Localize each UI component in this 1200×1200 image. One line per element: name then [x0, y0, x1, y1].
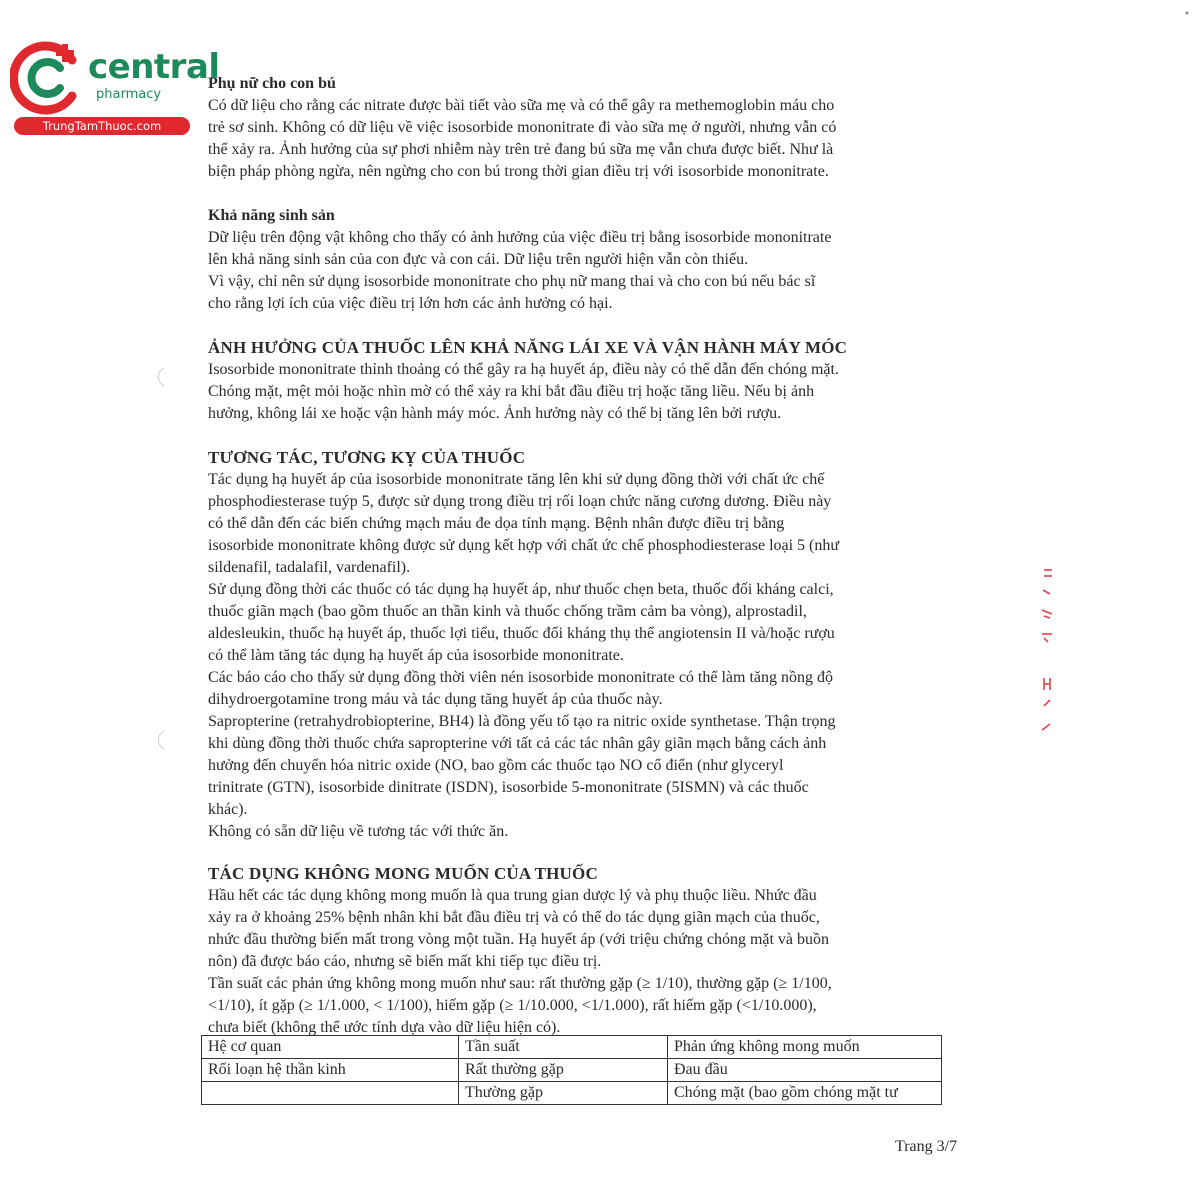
text-line: có thể làm tăng tác dụng hạ huyết áp của isosorbide mononitrate. [208, 647, 624, 664]
table-header-cell: Hệ cơ quan [202, 1036, 459, 1059]
text-line: phosphodiesterase tuýp 5, được sử dụng trong điều trị rối loạn chức năng cương dương. Điều này [208, 493, 832, 510]
table-cell: Đau đầu [668, 1059, 942, 1082]
interactions-heading: TƯƠNG TÁC, TƯƠNG KỴ CỦA THUỐC [208, 448, 526, 467]
text-line: lên khả năng sinh sản của con đực và con cái. Dữ liệu trên người hiện vẫn còn thiếu. [208, 251, 749, 268]
document-body [208, 73, 963, 1039]
driving-heading: ẢNH HƯỞNG CỦA THUỐC LÊN KHẢ NĂNG LÁI XE VÀ VẬN HÀNH MÁY MÓC [208, 338, 848, 357]
text-line: Sapropterine (retrahydrobiopterine, BH4) là đồng yếu tố tạo ra nitric oxide synthetase. Thận trọng [208, 713, 836, 730]
text-line: trinitrate (GTN), isosorbide dinitrate (ISDN), isosorbide 5-mononitrate (5ISMN) và các thuốc [208, 779, 809, 796]
punch-hole-mark [146, 365, 170, 389]
text-line: cho rằng lợi ích của việc điều trị lớn hơn các ảnh hưởng có hại. [208, 295, 613, 312]
text-line: thuốc giãn mạch (bao gồm thuốc an thần kinh và thuốc chống trầm cảm ba vòng), alprostadil, [208, 603, 807, 620]
text-line: aldesleukin, thuốc hạ huyết áp, thuốc lợi tiểu, thuốc đối kháng thụ thể angiotensin II và/hoặc rượu [208, 625, 835, 642]
text-line: Vì vậy, chỉ nên sử dụng isosorbide mononitrate cho phụ nữ mang thai và cho con bú nếu bác sĩ [208, 273, 816, 290]
text-line: Sử dụng đồng thời các thuốc có tác dụng hạ huyết áp, như thuốc chẹn beta, thuốc đối kháng calci, [208, 581, 834, 598]
breastfeeding-heading: Phụ nữ cho con bú [208, 75, 336, 92]
text-line: sildenafil, tadalafil, vardenafil). [208, 559, 411, 576]
adverse-reactions-table [201, 1035, 942, 1105]
logo-subtitle: pharmacy [96, 87, 162, 102]
table-cell: Rối loạn hệ thần kinh [202, 1059, 459, 1082]
text-line: chưa biết (không thể ước tính dựa vào dữ liệu hiện có). [208, 1019, 561, 1036]
text-line: khi dùng đồng thời thuốc chứa sapropterine với tất cả các tác nhân gây giãn mạch bằng cách ảnh [208, 735, 827, 752]
table-header-cell: Phản ứng không mong muốn [668, 1036, 942, 1059]
fertility-heading: Khả năng sinh sản [208, 207, 335, 224]
table-cell [202, 1082, 459, 1105]
logo-name: central [88, 47, 220, 87]
text-line: Tần suất các phản ứng không mong muốn như sau: rất thường gặp (≥ 1/10), thường gặp (≥ 1/100, [208, 975, 832, 992]
scan-dot [1184, 10, 1190, 16]
breastfeeding-text [208, 95, 963, 183]
text-line: Các báo cáo cho thấy sử dụng đồng thời viên nén isosorbide mononitrate có thể làm tăng nồng độ [208, 669, 833, 686]
text-line: khác). [208, 801, 248, 818]
adverse-text [208, 885, 963, 1039]
table-header-row [202, 1036, 942, 1059]
logo-website-bar[interactable]: TrungTamThuoc.com [14, 117, 190, 135]
page-number: Trang 3/7 [895, 1138, 958, 1155]
text-line: xảy ra ở khoảng 25% bệnh nhân khi bắt đầu điều trị và có thể do tác dụng giãn mạch của thuốc, [208, 909, 820, 926]
text-line: nhức đầu thường biến mất trong vòng một tuần. Hạ huyết áp (với triệu chứng chóng mặt và buồn [208, 931, 830, 948]
driving-text [208, 359, 963, 425]
text-line: hưởng đến chuyển hóa nitric oxide (NO, bao gồm các thuốc tạo NO cổ điển (như glyceryl [208, 757, 784, 774]
text-line: Isosorbide mononitrate thỉnh thoảng có thể gây ra hạ huyết áp, điều này có thể dẫn đến chóng mặt. [208, 361, 839, 378]
text-line: <1/10), ít gặp (≥ 1/1.000, < 1/100), hiếm gặp (≥ 1/10.000, <1/1.000), rất hiếm gặp (<1/10.000), [208, 997, 817, 1014]
text-line: hưởng, không lái xe hoặc vận hành máy móc. Ảnh hưởng này có thể bị tăng lên bởi rượu. [208, 405, 782, 422]
text-line: trẻ sơ sinh. Không có dữ liệu về việc isosorbide mononitrate đi vào sữa mẹ ở người, nhưng vẫn có [208, 119, 837, 136]
table-header-cell: Tần suất [459, 1036, 668, 1059]
text-line: Chóng mặt, mệt mỏi hoặc nhìn mờ có thể xảy ra khi bắt đầu điều trị hoặc tăng liều. Nếu bị ảnh [208, 383, 815, 400]
logo-mark-icon [10, 38, 90, 118]
stamp-edge-mark [1038, 568, 1058, 738]
fertility-text [208, 227, 963, 315]
text-line: nôn) đã được báo cáo, nhưng sẽ biến mất khi tiếp tục điều trị. [208, 953, 602, 970]
table-row [202, 1059, 942, 1082]
adverse-heading: TÁC DỤNG KHÔNG MONG MUỐN CỦA THUỐC [208, 864, 598, 883]
text-line: dihydroergotamine trong máu và tác dụng tăng huyết áp của thuốc này. [208, 691, 663, 708]
text-line: Dữ liệu trên động vật không cho thấy có ảnh hưởng của việc điều trị bằng isosorbide mononitrate [208, 229, 832, 246]
text-line: isosorbide mononitrate không được sử dụng kết hợp với chất ức chế phosphodiesterase loại 5 (như [208, 537, 840, 554]
table-row [202, 1082, 942, 1105]
punch-hole-mark [146, 728, 170, 752]
text-line: Có dữ liệu cho rằng các nitrate được bài tiết vào sữa mẹ và có thể gây ra methemoglobin máu cho [208, 97, 835, 114]
text-line: Hầu hết các tác dụng không mong muốn là qua trung gian dược lý và phụ thuộc liều. Nhức đầu [208, 887, 817, 904]
text-line: Tác dụng hạ huyết áp của isosorbide mononitrate tăng lên khi sử dụng đồng thời với chất ức chế [208, 471, 825, 488]
interactions-text [208, 469, 963, 843]
table-cell: Thường gặp [459, 1082, 668, 1105]
text-line: có thể dẫn đến các biến chứng mạch máu đe dọa tính mạng. Bệnh nhân được điều trị bằng [208, 515, 785, 532]
text-line: biện pháp phòng ngừa, nên ngừng cho con bú trong thời gian điều trị với isosorbide mononitrate. [208, 163, 829, 180]
table-cell: Rất thường gặp [459, 1059, 668, 1082]
text-line: Không có sẵn dữ liệu về tương tác với thức ăn. [208, 823, 509, 840]
table-cell: Chóng mặt (bao gồm chóng mặt tư [668, 1082, 942, 1105]
text-line: thể xảy ra. Ảnh hưởng của sự phơi nhiễm này trên trẻ đang bú sữa mẹ vẫn chưa được biết. Như là [208, 141, 834, 158]
